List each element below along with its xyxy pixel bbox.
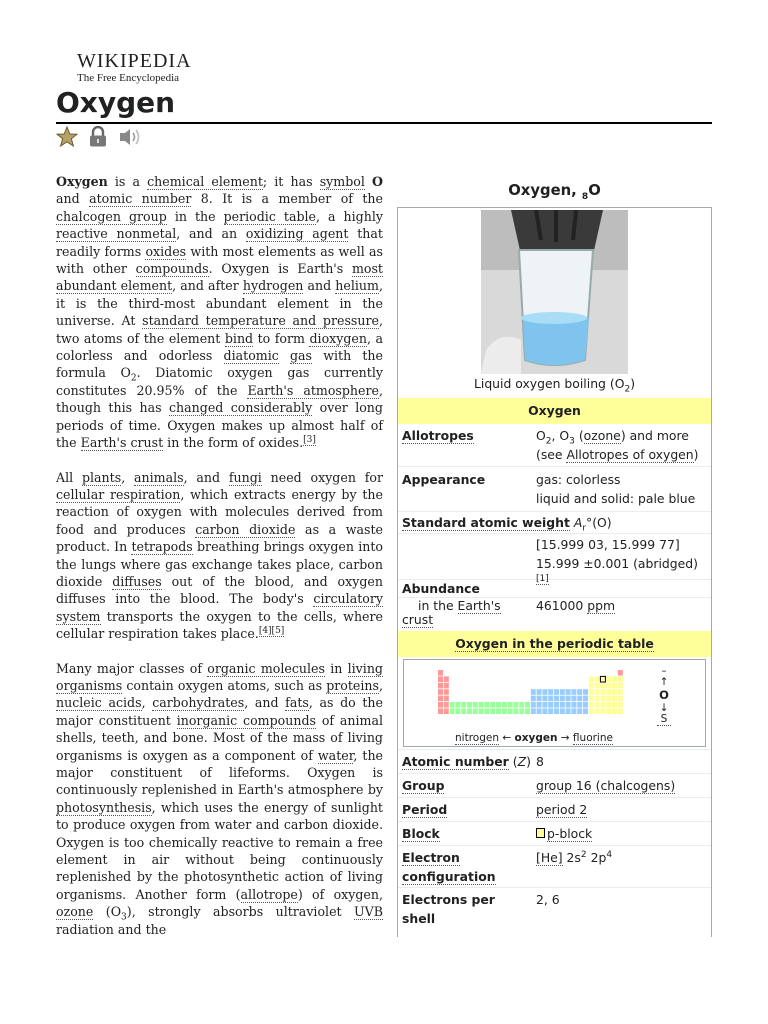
link-group-16[interactable]: group 16 (chalcogens) — [536, 778, 676, 793]
pt-cell — [438, 696, 443, 702]
pt-cell — [444, 702, 449, 708]
row-block: Block p-block — [398, 821, 711, 845]
pt-cell — [571, 708, 576, 714]
pt-cell — [473, 702, 478, 708]
row-appearance: Appearance gas: colorless liquid and solid: pale blue — [398, 466, 711, 511]
link-changed-considerably[interactable]: changed considerably — [168, 400, 313, 416]
link-bind[interactable]: bind — [224, 330, 254, 346]
row-group: Group group 16 (chalcogens) — [398, 773, 711, 797]
row-standard-atomic-weight: Standard atomic weight $A_r^\circ(O)$ — [398, 511, 711, 533]
pt-cell — [542, 696, 547, 702]
pt-cell — [606, 676, 611, 682]
pt-cell — [618, 683, 623, 689]
article-body — [56, 173, 383, 955]
pt-cell — [438, 708, 443, 714]
link-earths-atmosphere[interactable]: Earth's atmosphere — [247, 382, 379, 398]
row-atomic-weight-values: [15.999 03, 15.999 77] 15.999 ±0.001 (abridged)[1] — [398, 533, 711, 579]
pt-center-oxygen: oxygen — [514, 732, 558, 744]
pt-cell — [525, 708, 530, 714]
pt-cell — [612, 676, 617, 682]
link-earths-crust[interactable]: Earth's crust — [80, 435, 164, 451]
row-abundance: Abundance — [398, 579, 711, 597]
link-diatomic[interactable]: diatomic — [223, 348, 279, 364]
link-circulatory-system[interactable]: circulatory system — [56, 591, 383, 624]
link-organic-molecules[interactable]: organic molecules — [207, 660, 325, 676]
pt-cell — [519, 708, 524, 714]
pt-cell — [589, 708, 594, 714]
pt-cell — [455, 708, 460, 714]
link-hydrogen[interactable]: hydrogen — [242, 278, 304, 294]
infobox — [397, 207, 712, 937]
link-fluorine[interactable]: fluorine — [572, 732, 613, 744]
pt-cell — [600, 708, 605, 714]
pt-cell — [444, 689, 449, 695]
pt-cell — [479, 708, 484, 714]
link-reactive-nonmetal[interactable]: reactive nonmetal — [56, 226, 177, 242]
pt-cell — [612, 696, 617, 702]
pt-cell — [444, 708, 449, 714]
photo-caption: Liquid oxygen boiling $(O_2)$ — [473, 376, 636, 395]
pt-vertical-nav: – ↑ O ↓ S — [657, 666, 671, 726]
link-chalcogen-group[interactable]: chalcogen group — [56, 208, 167, 224]
pt-cell — [461, 708, 466, 714]
pt-cell — [595, 708, 600, 714]
row-electron-configuration: Electron configuration [He] $2s^2$ $2p^4$ — [398, 845, 711, 887]
link-photosynthesis[interactable]: photosynthesis — [56, 799, 152, 815]
link-tetrapods[interactable]: tetrapods — [131, 539, 193, 555]
pt-cell — [595, 689, 600, 695]
infobox-header-periodic-table: Oxygen in the periodic table — [398, 631, 711, 657]
link-atomic-number[interactable]: atomic number — [89, 191, 192, 207]
link-uvb[interactable]: UVB — [354, 904, 383, 920]
link-fungi[interactable]: fungi — [228, 469, 262, 485]
pt-cell — [444, 696, 449, 702]
pt-cell — [531, 689, 536, 695]
pt-cell — [455, 702, 460, 708]
pt-cell — [560, 702, 565, 708]
link-allotrope[interactable]: allotrope — [240, 886, 298, 902]
pt-cell — [589, 696, 594, 702]
pt-cell — [554, 702, 559, 708]
link-carbohydrates[interactable]: carbohydrates — [152, 695, 245, 711]
pt-cell — [577, 702, 582, 708]
link-allotropes[interactable]: Allotropes — [402, 428, 474, 443]
pt-cell — [554, 696, 559, 702]
pt-cell — [600, 702, 605, 708]
pt-cell — [467, 702, 472, 708]
pt-cell — [548, 702, 553, 708]
pt-cell — [531, 702, 536, 708]
pt-cell — [589, 702, 594, 708]
pt-cell — [595, 702, 600, 708]
wikipedia-logo[interactable] — [77, 50, 207, 84]
link-inorganic-compounds[interactable]: inorganic compounds — [176, 712, 316, 728]
row-period: Period period 2 — [398, 797, 711, 821]
pt-cell — [502, 702, 507, 708]
pt-cell — [577, 708, 582, 714]
pt-cell — [600, 683, 605, 689]
link-nitrogen[interactable]: nitrogen — [455, 732, 499, 744]
pt-cell — [595, 683, 600, 689]
pt-cell — [606, 708, 611, 714]
link-water[interactable]: water — [317, 747, 354, 763]
pt-cell — [612, 702, 617, 708]
pt-cell — [513, 702, 518, 708]
pt-cell — [618, 708, 623, 714]
pt-cell — [606, 702, 611, 708]
pblock-swatch — [536, 828, 545, 838]
pt-cell — [589, 689, 594, 695]
pt-cell — [450, 702, 455, 708]
pt-cell — [618, 696, 623, 702]
paragraph-molecules: Many major classes of organic molecules in living organisms contain oxygen atoms, such as proteins, nucleic acids, carbohydrates, and fats, as do the major constituent inorganic compounds of animal shells, teeth, and bone. Most of the mass of living organisms is oxygen as a component of water, the major constituent of lifeforms. Oxygen is continuously replenished in Earth's atmosphere by photosynthesis, which uses the energy of sunlight to produce oxygen from water and carbon dioxide. Oxygen is too chemically reactive to remain a free element in air without being continuously replenished by the photosynthetic action of living organisms. Another form (allotrope) of oxygen, ozone $(O_3)$, strongly absorbs ultraviolet UVB radiation and the — [56, 660, 384, 937]
paragraph-respiration: All plants, animals, and fungi need oxygen for cellular respiration, which extracts energy by the reaction of oxygen with molecules derived from food and produces carbon dioxide as a waste product. In tetrapods breathing brings oxygen into the lungs where gas exchange takes place, carbon dioxide diffuses out of the blood, and oxygen diffuses into the blood. The body's circulatory system transports the oxygen to the cells, where cellular respiration takes place.[4][5] — [56, 469, 384, 642]
page-status-icons — [56, 126, 142, 148]
pt-cell — [583, 708, 588, 714]
pt-cell — [618, 702, 623, 708]
pt-cell — [595, 696, 600, 702]
pt-cell — [444, 683, 449, 689]
pt-cell — [438, 683, 443, 689]
pt-cell — [612, 708, 617, 714]
pt-cell — [583, 696, 588, 702]
pt-cell-oxygen — [600, 676, 605, 682]
link-allotropes-of-oxygen[interactable]: Allotropes of oxygen — [566, 446, 694, 462]
pt-cell — [577, 689, 582, 695]
pt-cell — [554, 689, 559, 695]
logo-tagline: The Free Encyclopedia — [77, 72, 180, 84]
pt-cell — [571, 689, 576, 695]
pt-cell — [560, 689, 565, 695]
pt-cell — [618, 676, 623, 682]
pt-cell — [531, 696, 536, 702]
link-nucleic-acids[interactable]: nucleic acids — [56, 695, 142, 711]
pt-cell — [600, 689, 605, 695]
pt-cell — [560, 708, 565, 714]
pt-cell — [537, 702, 542, 708]
pt-cell — [467, 708, 472, 714]
pt-cell — [595, 676, 600, 682]
pt-cell — [438, 689, 443, 695]
pt-cell — [542, 689, 547, 695]
link-oxidizing-agent[interactable]: oxidizing agent — [245, 226, 349, 242]
pt-cell — [508, 708, 513, 714]
infobox-header-oxygen: Oxygen — [398, 398, 711, 424]
link-diffuses[interactable]: diffuses — [112, 573, 162, 589]
pt-cell — [566, 702, 571, 708]
infobox-title: Oxygen, $_8$O — [508, 182, 601, 202]
pt-cell — [606, 683, 611, 689]
row-electrons-per-shell: Electrons per shell 2, 6 — [398, 887, 711, 929]
pt-cell — [542, 702, 547, 708]
pt-cell — [560, 696, 565, 702]
featured-star-icon[interactable] — [56, 126, 78, 148]
row-allotropes: Allotropes $O_2$, $O_3$ (ozone) and more (see Allotropes of oxygen) — [402, 428, 699, 462]
pt-cell — [490, 708, 495, 714]
pt-cell — [438, 676, 443, 682]
pt-cell — [496, 708, 501, 714]
link-fats[interactable]: fats — [285, 695, 309, 711]
pt-cell — [444, 676, 449, 682]
pt-cell — [502, 708, 507, 714]
pt-cell — [566, 708, 571, 714]
reference-3[interactable]: [3] — [303, 434, 316, 445]
pt-cell — [548, 689, 553, 695]
link-compounds[interactable]: compounds — [135, 261, 209, 277]
link-ozone-infobox[interactable]: ozone — [583, 428, 621, 443]
pt-cell — [566, 696, 571, 702]
pt-cell — [473, 708, 478, 714]
pt-cell — [577, 696, 582, 702]
pt-cell — [525, 702, 530, 708]
pt-cell — [612, 689, 617, 695]
pt-cell — [537, 696, 542, 702]
pt-cell — [548, 696, 553, 702]
link-earths-crust-infobox[interactable]: Earth's — [457, 598, 501, 613]
pt-cell — [542, 708, 547, 714]
pt-cell — [508, 702, 513, 708]
pt-cell — [537, 689, 542, 695]
pt-cell — [589, 683, 594, 689]
pt-cell — [438, 670, 443, 676]
row-atomic-number: Atomic number (Z) 8 — [398, 749, 711, 773]
link-cellular-respiration[interactable]: cellular respiration — [56, 486, 181, 502]
link-ozone[interactable]: ozone — [56, 904, 94, 920]
link-carbon-dioxide[interactable]: carbon dioxide — [195, 521, 296, 537]
link-dioxygen[interactable]: dioxygen — [309, 330, 367, 346]
link-symbol[interactable]: symbol — [319, 174, 365, 189]
link-stp[interactable]: standard temperature and pressure — [142, 313, 379, 329]
pt-cell — [484, 708, 489, 714]
pt-cell — [554, 708, 559, 714]
pt-cell — [438, 702, 443, 708]
link-proteins[interactable]: proteins — [326, 677, 379, 693]
reference-1[interactable]: [1] — [536, 574, 549, 585]
reference-4-5[interactable]: [4][5] — [258, 625, 285, 636]
pt-cell — [606, 696, 611, 702]
pt-cell — [548, 708, 553, 714]
pt-cell — [496, 702, 501, 708]
periodic-table-mini[interactable]: nitrogen ← oxygen → fluorine – ↑ O ↓ S — [403, 659, 706, 747]
link-p-block[interactable]: p-block — [547, 826, 593, 841]
lock-icon[interactable] — [88, 126, 108, 148]
pt-cell — [606, 689, 611, 695]
pt-cell — [450, 708, 455, 714]
pt-cell — [618, 670, 623, 676]
pt-cell — [490, 702, 495, 708]
pt-cell — [583, 689, 588, 695]
link-standard-atomic-weight[interactable]: Standard atomic weight — [402, 515, 570, 530]
pt-cell — [600, 696, 605, 702]
link-plants[interactable]: plants — [81, 469, 122, 485]
link-helium[interactable]: helium — [335, 278, 379, 294]
liquid-oxygen-photo[interactable] — [481, 210, 628, 374]
page-title: Oxygen — [56, 84, 712, 124]
link-chemical-element[interactable]: chemical element — [147, 174, 263, 189]
row-abundance-crust: in the Earth's crust 461000 ppm — [398, 597, 711, 629]
pt-cell — [513, 708, 518, 714]
pt-cell — [566, 689, 571, 695]
link-oxides[interactable]: oxides — [145, 243, 187, 259]
pt-cell — [618, 689, 623, 695]
pt-cell — [537, 708, 542, 714]
link-gas[interactable]: gas — [289, 348, 313, 364]
link-period-2[interactable]: period 2 — [536, 802, 588, 817]
pt-cell — [571, 702, 576, 708]
link-animals[interactable]: animals — [133, 469, 184, 485]
pt-cell — [583, 702, 588, 708]
pt-cell — [589, 676, 594, 682]
link-ppm[interactable]: ppm — [587, 598, 616, 613]
pt-cell — [612, 683, 617, 689]
link-helium-config[interactable]: [He] — [536, 850, 563, 865]
link-living-organisms[interactable]: living organisms — [56, 660, 383, 693]
logo-wordmark: WIKIPEDIA — [77, 50, 192, 72]
pt-cell — [531, 708, 536, 714]
speaker-icon[interactable] — [118, 126, 142, 148]
pt-cell — [519, 702, 524, 708]
link-most-abundant-element[interactable]: most abundant element — [56, 261, 383, 294]
pt-cell — [571, 696, 576, 702]
pt-cell — [484, 702, 489, 708]
pt-cell — [461, 702, 466, 708]
pt-cell — [479, 702, 484, 708]
link-sulfur[interactable]: S — [657, 714, 671, 726]
link-periodic-table[interactable]: periodic table — [223, 208, 316, 224]
paragraph-intro: Oxygen is a chemical element; it has symbol O and atomic number 8. It is a member of the chalcogen group in the periodic table, a highly reactive nonmetal, and an oxidizing agent that readily forms oxides with most elements as well as with other compounds. Oxygen is Earth's most abundant element, and after hydrogen and helium, it is the third-most abundant element in the universe. At standard temperature and pressure, two atoms of the element bind to form dioxygen, a colorless and odorless diatomic gas with the formula $O_2$. Diatomic oxygen gas currently constitutes 20.95% of the Earth's atmosphere, though this has changed considerably over long periods of time. Oxygen makes up almost half of the Earth's crust in the form of oxides.[3] — [56, 174, 384, 451]
